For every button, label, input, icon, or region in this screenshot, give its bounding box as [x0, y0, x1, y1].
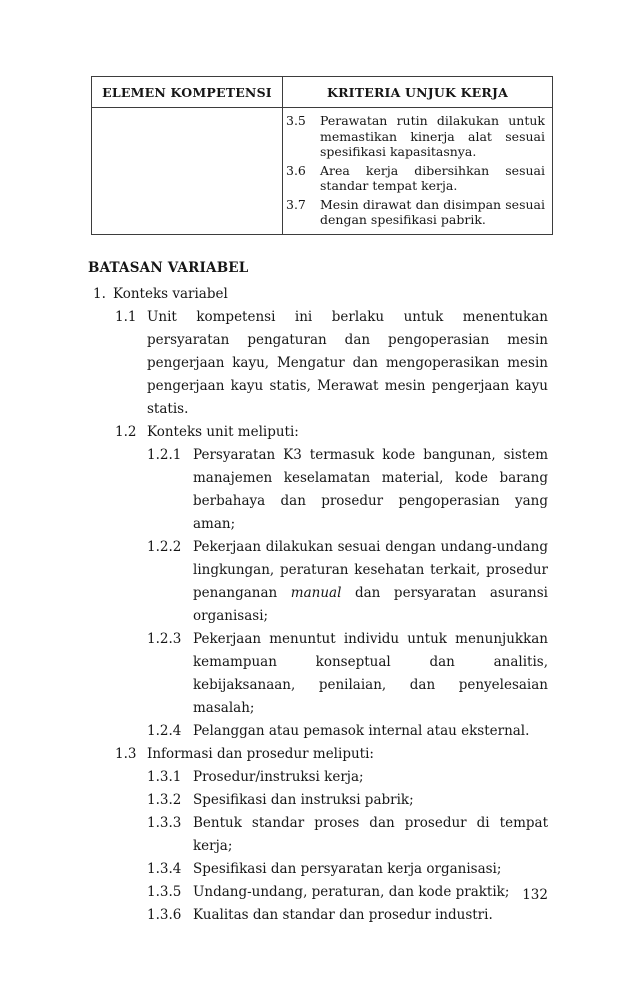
list-item	[147, 766, 548, 789]
list-item-text: Spesifikasi dan instruksi pabrik;	[193, 791, 414, 808]
list-item-number: 1.3.5	[147, 883, 182, 900]
list-item	[88, 283, 548, 306]
list-item	[147, 812, 548, 858]
list-item-text: Kualitas dan standar dan prosedur industri.	[193, 906, 493, 923]
criteria-item	[286, 163, 545, 194]
list-item	[147, 536, 548, 628]
list-item-number: 1.2	[115, 423, 137, 440]
table-cell-elemen-kompetensi	[92, 108, 282, 234]
list-item-text: Konteks variabel	[113, 285, 228, 302]
list-item	[115, 743, 548, 766]
list-item	[147, 881, 548, 904]
list-item	[147, 789, 548, 812]
list-item	[147, 904, 548, 927]
list-item-number: 1.3.2	[147, 791, 182, 808]
list-item-text: Bentuk standar proses dan prosedur di tempat kerja;	[193, 814, 548, 854]
list-item-text: Undang-undang, peraturan, dan kode praktik;	[193, 883, 510, 900]
criteria-item	[286, 197, 545, 228]
table-cell-kriteria-unjuk-kerja	[282, 108, 552, 234]
list-item-number: 1.3.4	[147, 860, 182, 877]
list-item	[147, 720, 548, 743]
list-item-text: Informasi dan prosedur meliputi:	[147, 745, 374, 762]
list-item-text: Prosedur/instruksi kerja;	[193, 768, 364, 785]
criteria-item-number: 3.6	[286, 162, 306, 178]
criteria-item-text: Area kerja dibersihkan sesuai standar tempat kerja.	[320, 162, 545, 193]
outline-list	[88, 283, 548, 927]
table-header-kriteria-unjuk-kerja: KRITERIA UNJUK KERJA	[282, 77, 552, 107]
list-item-number: 1.2.2	[147, 538, 182, 555]
list-item-number: 1.3.3	[147, 814, 182, 831]
competency-table	[91, 76, 553, 235]
page-number: 132	[522, 887, 548, 903]
list-item	[147, 444, 548, 536]
criteria-item	[286, 113, 545, 160]
list-item-text: Pekerjaan dilakukan sesuai dengan undang-undang lingkungan, peraturan kesehatan terkait, prosedur penanganan manual dan persyaratan asuransi organisasi;	[193, 538, 548, 624]
list-item	[115, 421, 548, 444]
list-item-number: 1.3	[115, 745, 137, 762]
list-item-text: Unit kompetensi ini berlaku untuk menentukan persyaratan pengaturan dan pengoperasian mesin pengerjaan kayu, Mengatur dan mengoperasikan mesin pengerjaan kayu statis, Merawat mesin pengerjaan kayu statis.	[147, 308, 548, 417]
list-item-text: Persyaratan K3 termasuk kode bangunan, sistem manajemen keselamatan material, kode barang berbahaya dan prosedur pengoperasian yang aman;	[193, 446, 548, 532]
table-header-row	[92, 77, 552, 108]
list-item-number: 1.2.3	[147, 630, 182, 647]
list-item	[115, 306, 548, 421]
list-item-text: Pekerjaan menuntut individu untuk menunjukkan kemampuan konseptual dan analitis, kebijaksanaan, penilaian, dan penyelesaian masalah;	[193, 630, 548, 716]
list-item-number: 1.	[93, 285, 106, 302]
list-item-number: 1.3.1	[147, 768, 182, 785]
list-item-number: 1.2.1	[147, 446, 182, 463]
criteria-item-number: 3.7	[286, 196, 306, 212]
list-item	[147, 858, 548, 881]
list-item-number: 1.2.4	[147, 722, 182, 739]
list-item-number: 1.3.6	[147, 906, 182, 923]
list-item-text: Spesifikasi dan persyaratan kerja organisasi;	[193, 860, 502, 877]
list-item-number: 1.1	[115, 308, 137, 325]
table-body-row	[92, 108, 552, 234]
criteria-item-text: Perawatan rutin dilakukan untuk memastikan kinerja alat sesuai spesifikasi kapasitasnya.	[320, 113, 545, 159]
list-item	[147, 628, 548, 720]
criteria-item-text: Mesin dirawat dan disimpan sesuai dengan spesifikasi pabrik.	[320, 196, 545, 227]
section-title: BATASAN VARIABEL	[88, 259, 249, 276]
table-header-elemen-kompetensi: ELEMEN KOMPETENSI	[102, 85, 272, 100]
criteria-item-number: 3.5	[286, 113, 306, 128]
list-item-text: Pelanggan atau pemasok internal atau eksternal.	[193, 722, 530, 739]
list-item-text: Konteks unit meliputi:	[147, 423, 299, 440]
